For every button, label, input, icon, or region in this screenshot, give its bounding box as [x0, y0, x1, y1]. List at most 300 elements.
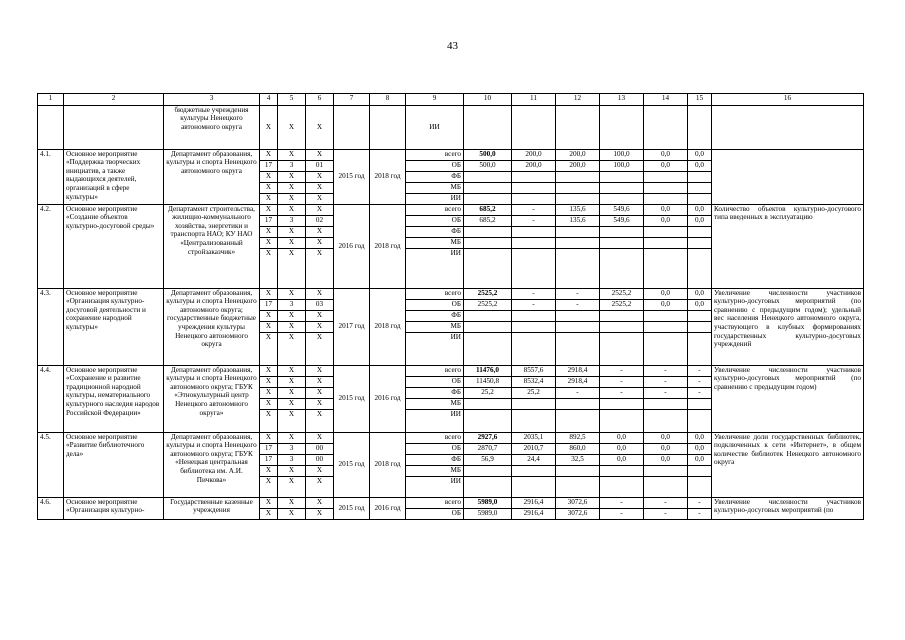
line-year-5: 0,0	[688, 454, 712, 465]
line-year-3: -	[600, 365, 644, 376]
line-year-2: -	[556, 288, 600, 299]
line-year-2	[556, 248, 600, 288]
line-c6: X	[306, 149, 334, 160]
line-year-4: 0,0	[644, 160, 688, 171]
line-year-1	[512, 226, 556, 237]
measure-1-name: Основное мероприятие «Поддержка творческих инициатив, а также выдающихся деятелей, организаций в сфере культуры»	[64, 149, 164, 204]
line-total: 2525,2	[464, 288, 512, 299]
line-year-1: 8532,4	[512, 376, 556, 387]
line-year-3	[600, 182, 644, 193]
line-c4: 17	[260, 215, 278, 226]
line-year-2	[556, 171, 600, 182]
line-year-5: 0,0	[688, 149, 712, 160]
line-c4: X	[260, 497, 278, 508]
table-row	[38, 288, 864, 299]
measure-3-executor: Департамент образования, культуры и спорта Ненецкого автономного округа; государственные бюджетные учреждения культуры Ненецкого автономного округа	[164, 288, 260, 365]
line-year-3: 2525,2	[600, 288, 644, 299]
line-year-1	[512, 310, 556, 321]
line-year-4: -	[644, 508, 688, 519]
line-c4: X	[260, 387, 278, 398]
line-total: 500,0	[464, 160, 512, 171]
line-c5: X	[278, 376, 306, 387]
line-source: ИИ	[406, 476, 464, 497]
line-c6: X	[306, 332, 334, 365]
line-c4: X	[260, 409, 278, 432]
line-year-1	[512, 465, 556, 476]
line-total: 25,2	[464, 387, 512, 398]
header-cell-6: 6	[306, 94, 334, 106]
line-total: 2870,7	[464, 443, 512, 454]
measure-3-num: 4.3.	[38, 288, 64, 365]
measure-2-result: Количество объектов культурно-досугового типа введенных в эксплуатацию	[712, 204, 864, 288]
line-year-1	[512, 398, 556, 409]
line-year-4: -	[644, 387, 688, 398]
line-c4: 17	[260, 454, 278, 465]
line-year-5: -	[688, 387, 712, 398]
measure-3-end-year: 2018 год	[370, 288, 406, 365]
line-total	[464, 321, 512, 332]
line-year-4: 0,0	[644, 299, 688, 310]
measure-6-executor: Государственные казенные учреждения	[164, 497, 260, 519]
line-year-1	[512, 321, 556, 332]
line-c5: X	[278, 226, 306, 237]
line-year-5: -	[688, 497, 712, 508]
line-year-3	[600, 171, 644, 182]
line-total	[464, 226, 512, 237]
measure-6-result: Увеличение численности участников культурно-досуговых мероприятий (по	[712, 497, 864, 519]
line-year-4: 0,0	[644, 454, 688, 465]
line-source: всего	[406, 149, 464, 160]
line-year-5: 0,0	[688, 432, 712, 443]
line-c6: X	[306, 508, 334, 519]
line-total: 11450,8	[464, 376, 512, 387]
line-c5: X	[278, 182, 306, 193]
line-c6: X	[306, 497, 334, 508]
measure-5-result: Увеличение доли государственных библиотек, подключенных к сети «Интернет», в общем количестве библиотек Ненецкого автономного округа	[712, 432, 864, 497]
line-year-3	[600, 465, 644, 476]
line-total: 685,2	[464, 204, 512, 215]
table-row	[38, 432, 864, 443]
line-year-1	[512, 248, 556, 288]
line-year-2	[556, 193, 600, 204]
line-c6: X	[306, 310, 334, 321]
line-year-2: 32,5	[556, 454, 600, 465]
line-year-4	[644, 237, 688, 248]
header-cell-5: 5	[278, 94, 306, 106]
line-year-5	[688, 193, 712, 204]
line-year-3: -	[600, 497, 644, 508]
line-source: ОБ	[406, 299, 464, 310]
measure-5-num: 4.5.	[38, 432, 64, 497]
line-year-5	[688, 409, 712, 432]
line-total	[464, 248, 512, 288]
line-c6: X	[306, 387, 334, 398]
line-c6: X	[306, 193, 334, 204]
cont-c5: X	[278, 105, 306, 149]
line-c5: 3	[278, 160, 306, 171]
line-year-2	[556, 476, 600, 497]
measure-5-name: Основное мероприятие «Развитие библиотечного дела»	[64, 432, 164, 497]
line-c4: X	[260, 476, 278, 497]
measure-2-end-year: 2018 год	[370, 204, 406, 288]
line-year-4: -	[644, 497, 688, 508]
line-total: 11476,0	[464, 365, 512, 376]
line-year-2	[556, 332, 600, 365]
line-source: ИИ	[406, 409, 464, 432]
line-year-3: 2525,2	[600, 299, 644, 310]
measure-4-num: 4.4.	[38, 365, 64, 432]
line-year-4	[644, 171, 688, 182]
line-year-5: -	[688, 508, 712, 519]
line-source: всего	[406, 288, 464, 299]
measure-6-num: 4.6.	[38, 497, 64, 519]
line-year-5	[688, 248, 712, 288]
line-year-3	[600, 193, 644, 204]
line-c5: X	[278, 476, 306, 497]
line-year-5: -	[688, 376, 712, 387]
line-year-2	[556, 321, 600, 332]
line-c4: X	[260, 465, 278, 476]
cont-result	[712, 105, 864, 149]
line-c4: X	[260, 365, 278, 376]
line-year-2	[556, 182, 600, 193]
line-c5: X	[278, 332, 306, 365]
line-year-1	[512, 332, 556, 365]
line-year-5: -	[688, 365, 712, 376]
line-source: ОБ	[406, 376, 464, 387]
line-year-3	[600, 226, 644, 237]
line-year-2	[556, 465, 600, 476]
line-year-4: 0,0	[644, 443, 688, 454]
measure-6-start-year: 2015 год	[334, 497, 370, 519]
line-year-5	[688, 465, 712, 476]
line-c4: X	[260, 432, 278, 443]
line-year-5	[688, 310, 712, 321]
line-year-2	[556, 226, 600, 237]
header-row	[38, 94, 864, 106]
header-cell-14: 14	[644, 94, 688, 106]
line-year-4	[644, 248, 688, 288]
measure-2-num: 4.2.	[38, 204, 64, 288]
line-c6: X	[306, 171, 334, 182]
line-year-1: 2916,4	[512, 497, 556, 508]
cont-executor: бюджетные учреждения культуры Ненецкого автономного округа	[164, 105, 260, 149]
line-year-5: 0,0	[688, 204, 712, 215]
line-total	[464, 193, 512, 204]
line-year-5: 0,0	[688, 160, 712, 171]
line-total	[464, 409, 512, 432]
line-c4: X	[260, 321, 278, 332]
line-year-2: -	[556, 299, 600, 310]
measure-6-name: Основное мероприятие «Организация культурно-	[64, 497, 164, 519]
line-year-1: 24,4	[512, 454, 556, 465]
line-year-4: -	[644, 376, 688, 387]
measure-3-start-year: 2017 год	[334, 288, 370, 365]
line-year-2	[556, 398, 600, 409]
line-c4: X	[260, 310, 278, 321]
line-year-1	[512, 193, 556, 204]
line-c5: X	[278, 310, 306, 321]
line-c4: X	[260, 171, 278, 182]
line-source: всего	[406, 497, 464, 508]
measure-4-executor: Департамент образования, культуры и спорта Ненецкого автономного округа; ГБУК «Этнокультурный центр Ненецкого автономного округа»	[164, 365, 260, 432]
line-year-1	[512, 171, 556, 182]
line-year-2: 200,0	[556, 149, 600, 160]
line-c6: X	[306, 288, 334, 299]
line-c6: X	[306, 432, 334, 443]
line-year-2: 200,0	[556, 160, 600, 171]
header-cell-1: 1	[38, 94, 64, 106]
table-row	[38, 365, 864, 376]
cont-start	[334, 105, 370, 149]
table-row	[38, 497, 864, 508]
line-source: ИИ	[406, 248, 464, 288]
line-c6: X	[306, 237, 334, 248]
line-year-1	[512, 237, 556, 248]
line-year-3: 549,6	[600, 215, 644, 226]
line-c6: X	[306, 465, 334, 476]
cont-c4: X	[260, 105, 278, 149]
line-c6: X	[306, 365, 334, 376]
line-year-2: 892,5	[556, 432, 600, 443]
line-total: 2927,6	[464, 432, 512, 443]
continuation-row	[38, 105, 864, 149]
line-year-3: -	[600, 387, 644, 398]
measure-5-end-year: 2018 год	[370, 432, 406, 497]
header-cell-8: 8	[370, 94, 406, 106]
line-year-3: 549,6	[600, 204, 644, 215]
line-source: ФБ	[406, 226, 464, 237]
line-year-3	[600, 237, 644, 248]
line-c6: X	[306, 204, 334, 215]
line-year-2: 3072,6	[556, 497, 600, 508]
line-c5: X	[278, 321, 306, 332]
line-total: 56,9	[464, 454, 512, 465]
header-cell-2: 2	[64, 94, 164, 106]
line-year-3: 100,0	[600, 149, 644, 160]
line-source: ФБ	[406, 454, 464, 465]
measure-4-name: Основное мероприятие «Сохранение и развитие традиционной народной культуры, нематериального культурного наследия народов Российской Федерации»	[64, 365, 164, 432]
line-year-2: 3072,6	[556, 508, 600, 519]
line-c5: X	[278, 432, 306, 443]
line-year-4	[644, 182, 688, 193]
line-source: ОБ	[406, 160, 464, 171]
line-year-3	[600, 321, 644, 332]
line-year-5	[688, 182, 712, 193]
line-year-5	[688, 171, 712, 182]
line-year-5	[688, 476, 712, 497]
line-year-4	[644, 310, 688, 321]
line-year-1: 2010,7	[512, 443, 556, 454]
line-c5: 3	[278, 215, 306, 226]
cont-name	[64, 105, 164, 149]
line-c6: X	[306, 321, 334, 332]
line-year-2: 135,6	[556, 215, 600, 226]
line-c5: X	[278, 508, 306, 519]
line-total: 5989,0	[464, 508, 512, 519]
line-source: ИИ	[406, 332, 464, 365]
measure-1-result	[712, 149, 864, 204]
cont-end	[370, 105, 406, 149]
line-year-5	[688, 398, 712, 409]
line-year-3	[600, 310, 644, 321]
measure-1-num: 4.1.	[38, 149, 64, 204]
measure-6-end-year: 2016 год	[370, 497, 406, 519]
line-c5: 3	[278, 443, 306, 454]
line-year-1: 2035,1	[512, 432, 556, 443]
line-c4: X	[260, 182, 278, 193]
line-year-5	[688, 226, 712, 237]
line-year-3	[600, 409, 644, 432]
line-c5: X	[278, 193, 306, 204]
line-year-2: 2918,4	[556, 365, 600, 376]
line-c4: X	[260, 193, 278, 204]
line-source: МБ	[406, 237, 464, 248]
line-c6: 02	[306, 215, 334, 226]
line-year-3: 100,0	[600, 160, 644, 171]
line-year-5: 0,0	[688, 443, 712, 454]
line-c5: X	[278, 149, 306, 160]
line-year-3: 0,0	[600, 432, 644, 443]
line-c4: X	[260, 376, 278, 387]
line-c5: 3	[278, 299, 306, 310]
line-c4: X	[260, 248, 278, 288]
line-year-3	[600, 332, 644, 365]
measure-4-end-year: 2016 год	[370, 365, 406, 432]
line-year-4: 0,0	[644, 149, 688, 160]
line-source: ФБ	[406, 387, 464, 398]
line-c6: X	[306, 398, 334, 409]
line-year-3	[600, 476, 644, 497]
table-row	[38, 149, 864, 160]
line-year-3: -	[600, 508, 644, 519]
line-c5: X	[278, 237, 306, 248]
line-year-2	[556, 310, 600, 321]
line-c4: X	[260, 149, 278, 160]
line-year-4	[644, 332, 688, 365]
line-c6: 00	[306, 443, 334, 454]
line-source: МБ	[406, 321, 464, 332]
header-cell-7: 7	[334, 94, 370, 106]
line-c5: X	[278, 204, 306, 215]
line-total: 500,0	[464, 149, 512, 160]
header-cell-9: 9	[406, 94, 464, 106]
line-c6: X	[306, 476, 334, 497]
line-year-4: 0,0	[644, 204, 688, 215]
line-source: ОБ	[406, 443, 464, 454]
line-c6: X	[306, 226, 334, 237]
line-year-3: 0,0	[600, 443, 644, 454]
line-c4: X	[260, 288, 278, 299]
line-c5: X	[278, 387, 306, 398]
line-c4: X	[260, 398, 278, 409]
line-year-3: -	[600, 376, 644, 387]
line-c5: X	[278, 171, 306, 182]
line-c5: X	[278, 288, 306, 299]
measure-4-start-year: 2015 год	[334, 365, 370, 432]
line-source: всего	[406, 365, 464, 376]
header-cell-3: 3	[164, 94, 260, 106]
line-c6: 00	[306, 454, 334, 465]
line-year-1: 200,0	[512, 160, 556, 171]
line-c4: X	[260, 332, 278, 365]
header-cell-15: 15	[688, 94, 712, 106]
line-year-3	[600, 398, 644, 409]
line-year-4	[644, 398, 688, 409]
line-source: ОБ	[406, 215, 464, 226]
line-c4: X	[260, 204, 278, 215]
line-c5: 3	[278, 454, 306, 465]
header-cell-11: 11	[512, 94, 556, 106]
line-source: МБ	[406, 398, 464, 409]
line-year-1: -	[512, 215, 556, 226]
line-source: МБ	[406, 182, 464, 193]
line-c5: X	[278, 409, 306, 432]
measure-2-executor: Департамент строительства, жилищно-коммунального хозяйства, энергетики и транспорта НАО; КУ НАО «Централизованный стройзаказчик»	[164, 204, 260, 288]
line-c6: 01	[306, 160, 334, 171]
measure-1-executor: Департамент образования, культуры и спорта Ненецкого автономного округа	[164, 149, 260, 204]
line-year-2: 860,0	[556, 443, 600, 454]
measure-1-start-year: 2015 год	[334, 149, 370, 204]
line-total: 685,2	[464, 215, 512, 226]
line-source: всего	[406, 204, 464, 215]
line-year-2	[556, 237, 600, 248]
line-year-4: 0,0	[644, 432, 688, 443]
line-year-4	[644, 226, 688, 237]
measure-5-start-year: 2015 год	[334, 432, 370, 497]
measure-4-result: Увеличение численности участников культурно-досуговых мероприятий (по сравнению с предыдущим годом)	[712, 365, 864, 432]
line-year-4	[644, 476, 688, 497]
line-total	[464, 465, 512, 476]
line-year-4: 0,0	[644, 288, 688, 299]
page-number: 43	[447, 40, 458, 52]
line-c4: X	[260, 508, 278, 519]
line-year-4	[644, 409, 688, 432]
line-source: ОБ	[406, 508, 464, 519]
line-year-1: 8557,6	[512, 365, 556, 376]
line-source: ФБ	[406, 171, 464, 182]
measure-5-executor: Департамент образования, культуры и спорта Ненецкого автономного округа; ГБУК «Ненецкая центральная библиотека им. А.И. Пичкова»	[164, 432, 260, 497]
line-year-4: -	[644, 365, 688, 376]
line-c5: X	[278, 398, 306, 409]
header-cell-13: 13	[600, 94, 644, 106]
line-source: всего	[406, 432, 464, 443]
line-year-5: 0,0	[688, 215, 712, 226]
line-year-1: 25,2	[512, 387, 556, 398]
line-source: МБ	[406, 465, 464, 476]
line-year-1	[512, 409, 556, 432]
line-total	[464, 476, 512, 497]
line-source: ИИ	[406, 193, 464, 204]
line-year-4	[644, 465, 688, 476]
table-row	[38, 204, 864, 215]
line-year-5: 0,0	[688, 288, 712, 299]
measure-1-end-year: 2018 год	[370, 149, 406, 204]
line-year-3	[600, 248, 644, 288]
line-year-3: 0,0	[600, 454, 644, 465]
line-total	[464, 310, 512, 321]
line-c4: 17	[260, 299, 278, 310]
cont-num	[38, 105, 64, 149]
line-year-2: 135,6	[556, 204, 600, 215]
line-c4: 17	[260, 443, 278, 454]
header-cell-16: 16	[712, 94, 864, 106]
program-table	[37, 93, 864, 520]
line-c6: 03	[306, 299, 334, 310]
line-total	[464, 182, 512, 193]
line-year-1: -	[512, 288, 556, 299]
line-c4: X	[260, 226, 278, 237]
